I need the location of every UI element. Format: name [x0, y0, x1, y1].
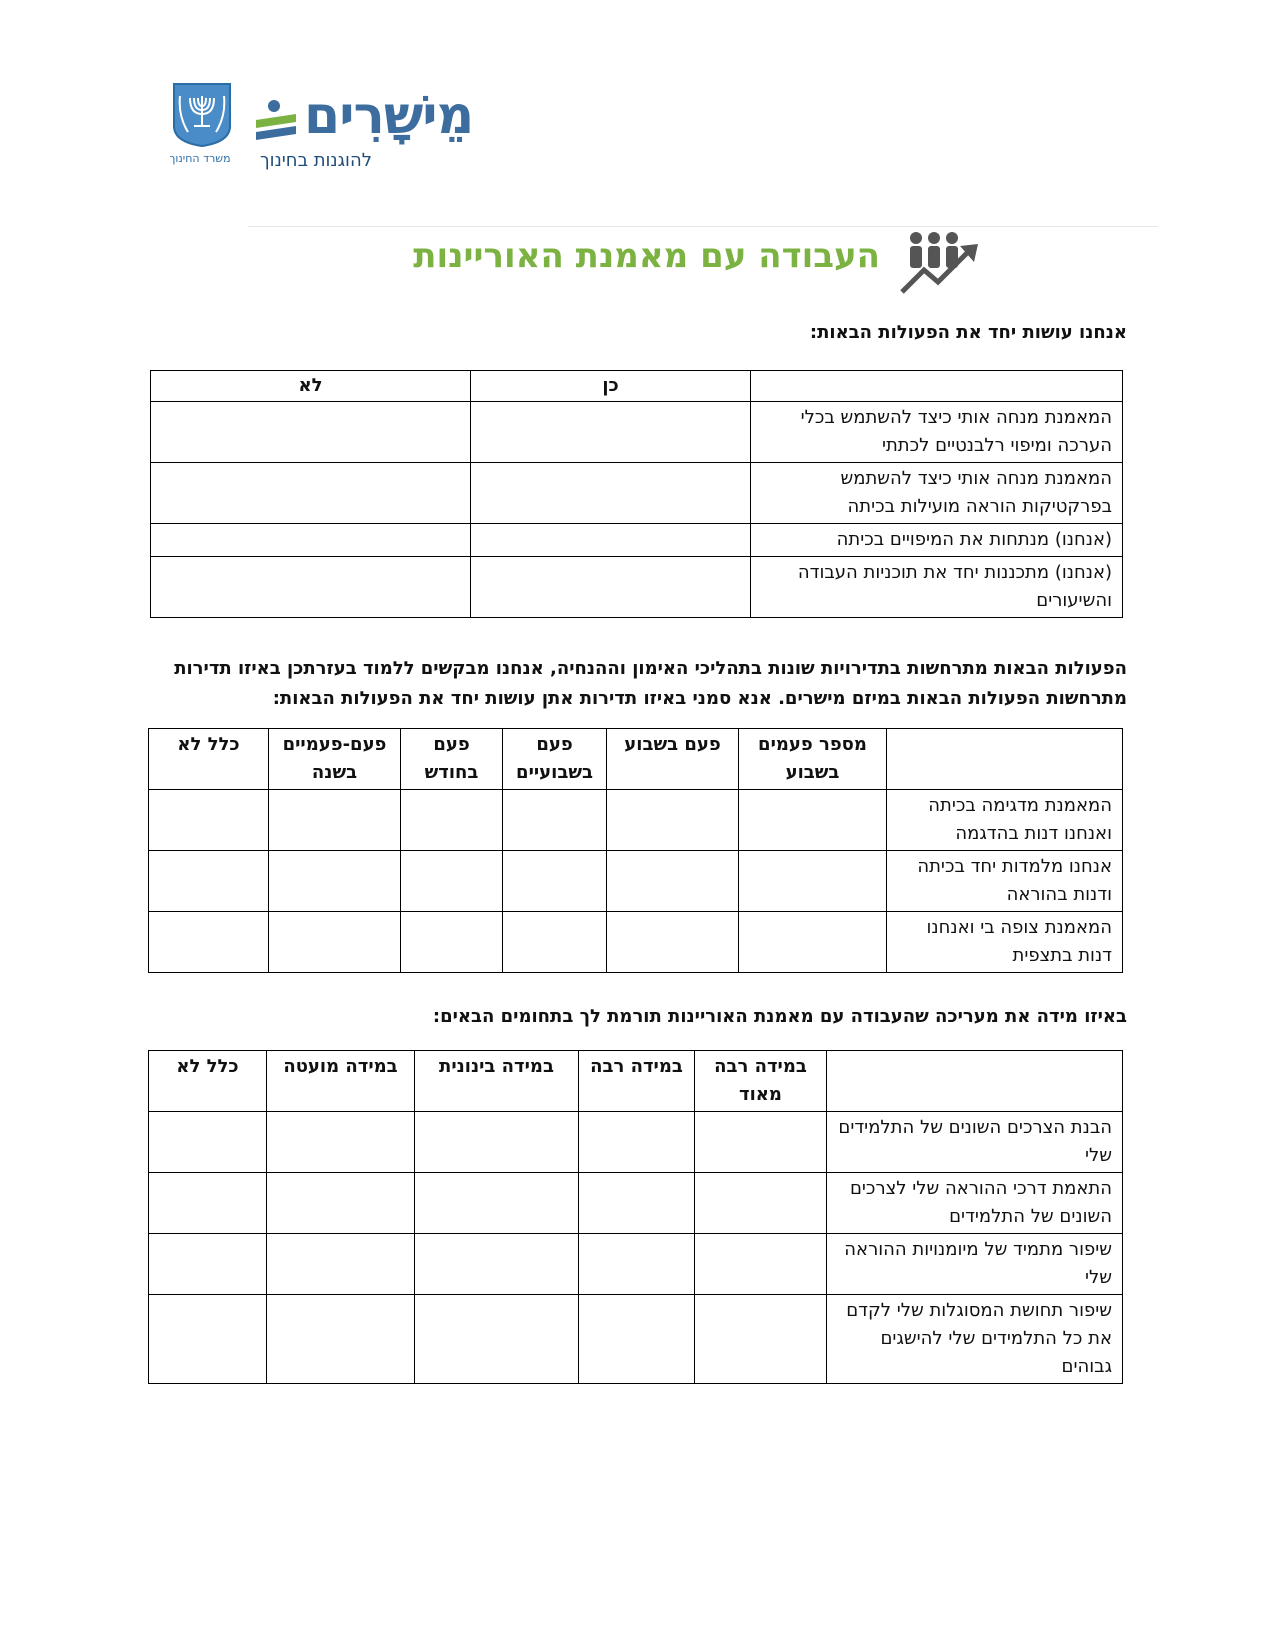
- column-header: במידה רבה: [579, 1051, 695, 1112]
- table-header-row: [149, 1051, 1123, 1112]
- answer-cell[interactable]: [695, 1295, 827, 1384]
- answer-cell[interactable]: [149, 912, 269, 973]
- table-row: [149, 912, 1123, 973]
- answer-cell[interactable]: [269, 912, 401, 973]
- answer-cell[interactable]: [415, 1295, 579, 1384]
- table-row: [149, 790, 1123, 851]
- answer-cell[interactable]: [503, 790, 607, 851]
- answer-cell[interactable]: [267, 1173, 415, 1234]
- row-label: שיפור תחושת המסוגלות שלי לקדם את כל התלמידים שלי להישגים גבוהים: [827, 1295, 1123, 1384]
- column-header: כלל לא: [149, 1051, 267, 1112]
- brand-subtitle: להוגנות בחינוך: [260, 150, 372, 171]
- answer-cell[interactable]: [401, 851, 503, 912]
- column-header-yes: כן: [471, 371, 751, 402]
- answer-cell-no[interactable]: [151, 524, 471, 557]
- answer-cell[interactable]: [401, 790, 503, 851]
- header-divider: [248, 226, 1158, 227]
- answer-cell[interactable]: [579, 1173, 695, 1234]
- column-header-no: לא: [151, 371, 471, 402]
- row-label: המאמנת מנחה אותי כיצד להשתמש בכלי הערכה ומיפוי רלבנטיים לכתתי: [751, 402, 1123, 463]
- column-header: מספר פעמים בשבוע: [739, 729, 887, 790]
- answer-cell[interactable]: [149, 1112, 267, 1173]
- row-label: אנחנו מלמדות יחד בכיתה ודנות בהוראה: [887, 851, 1123, 912]
- row-label: הבנת הצרכים השונים של התלמידים שלי: [827, 1112, 1123, 1173]
- answer-cell-no[interactable]: [151, 557, 471, 618]
- answer-cell[interactable]: [415, 1234, 579, 1295]
- answer-cell[interactable]: [149, 1173, 267, 1234]
- answer-cell[interactable]: [269, 851, 401, 912]
- table-row: [149, 1295, 1123, 1384]
- answer-cell[interactable]: [149, 851, 269, 912]
- answer-cell[interactable]: [739, 790, 887, 851]
- section1-heading: אנחנו עושות יחד את הפעולות הבאות:: [809, 322, 1127, 343]
- row-label: (אנחנו) מתכננות יחד את תוכניות העבודה והשיעורים: [751, 557, 1123, 618]
- answer-cell[interactable]: [739, 912, 887, 973]
- table-row: [151, 463, 1123, 524]
- column-header: פעם בחודש: [401, 729, 503, 790]
- row-label: המאמנת מדגימה בכיתה ואנחנו דנות בהדגמה: [887, 790, 1123, 851]
- answer-cell[interactable]: [267, 1112, 415, 1173]
- answer-cell[interactable]: [607, 851, 739, 912]
- answer-cell[interactable]: [739, 851, 887, 912]
- answer-cell[interactable]: [695, 1173, 827, 1234]
- column-header: [751, 371, 1123, 402]
- table-row: [151, 524, 1123, 557]
- state-emblem-icon: [172, 82, 232, 148]
- answer-cell[interactable]: [579, 1295, 695, 1384]
- row-label: המאמנת צופה בי ואנחנו דנות בתצפית: [887, 912, 1123, 973]
- section3-heading: באיזו מידה את מעריכה שהעבודה עם מאמנת האוריינות תורמת לך בתחומים הבאים:: [432, 1006, 1127, 1027]
- answer-cell[interactable]: [695, 1234, 827, 1295]
- table-row: [151, 402, 1123, 463]
- row-label: (אנחנו) מנתחות את המיפויים בכיתה: [751, 524, 1123, 557]
- answer-cell[interactable]: [503, 912, 607, 973]
- answer-cell[interactable]: [269, 790, 401, 851]
- answer-cell[interactable]: [267, 1234, 415, 1295]
- table-row: [149, 1173, 1123, 1234]
- column-header: במידה מועטה: [267, 1051, 415, 1112]
- column-header: כלל לא: [149, 729, 269, 790]
- table-header-row: [151, 371, 1123, 402]
- table-row: [149, 1112, 1123, 1173]
- answer-cell-yes[interactable]: [471, 402, 751, 463]
- answer-cell[interactable]: [267, 1295, 415, 1384]
- answer-cell-no[interactable]: [151, 463, 471, 524]
- answer-cell[interactable]: [149, 1234, 267, 1295]
- logo-area: [168, 78, 488, 178]
- column-header: פעם בשבוע: [607, 729, 739, 790]
- answer-cell[interactable]: [607, 912, 739, 973]
- table-header-row: [149, 729, 1123, 790]
- ministry-caption: משרד החינוך: [169, 152, 231, 165]
- brand-name: מֵישָׁרִים: [304, 86, 474, 146]
- answer-cell[interactable]: [415, 1173, 579, 1234]
- team-growth-icon: [898, 230, 980, 296]
- table-row: [151, 557, 1123, 618]
- column-header: פעם-פעמיים בשנה: [269, 729, 401, 790]
- column-header: [827, 1051, 1123, 1112]
- answer-cell[interactable]: [415, 1112, 579, 1173]
- answer-cell[interactable]: [579, 1234, 695, 1295]
- meisharim-logo-icon: [252, 98, 300, 146]
- table-row: [149, 851, 1123, 912]
- column-header: במידה רבה מאוד: [695, 1051, 827, 1112]
- row-label: התאמת דרכי ההוראה שלי לצרכים השונים של התלמידים: [827, 1173, 1123, 1234]
- row-label: שיפור מתמיד של מיומנויות ההוראה שלי: [827, 1234, 1123, 1295]
- answer-cell-yes[interactable]: [471, 463, 751, 524]
- answer-cell[interactable]: [695, 1112, 827, 1173]
- answer-cell[interactable]: [503, 851, 607, 912]
- column-header: [887, 729, 1123, 790]
- page-title: העבודה עם מאמנת האוריינות: [413, 236, 880, 276]
- answer-cell[interactable]: [607, 790, 739, 851]
- column-header: פעם בשבועיים: [503, 729, 607, 790]
- section2-heading: הפעולות הבאות מתרחשות בתדירויות שונות בתהליכי האימון וההנחיה, אנחנו מבקשים ללמוד בעזרתכן באיזו תדירות מתרחשות הפעולות הבאות במיזם מישרים. אנא סמני באיזו תדירות אתן עושות יחד את הפעולות הבאות:: [174, 658, 1127, 709]
- row-label: המאמנת מנחה אותי כיצד להשתמש בפרקטיקות הוראה מועילות בכיתה: [751, 463, 1123, 524]
- section3-table: [148, 1050, 1123, 1384]
- table-row: [149, 1234, 1123, 1295]
- answer-cell[interactable]: [149, 790, 269, 851]
- answer-cell[interactable]: [149, 1295, 267, 1384]
- section2-table: [148, 728, 1123, 973]
- answer-cell-no[interactable]: [151, 402, 471, 463]
- column-header: במידה בינונית: [415, 1051, 579, 1112]
- answer-cell-yes[interactable]: [471, 557, 751, 618]
- answer-cell[interactable]: [579, 1112, 695, 1173]
- answer-cell[interactable]: [401, 912, 503, 973]
- answer-cell-yes[interactable]: [471, 524, 751, 557]
- section1-table: [150, 370, 1123, 618]
